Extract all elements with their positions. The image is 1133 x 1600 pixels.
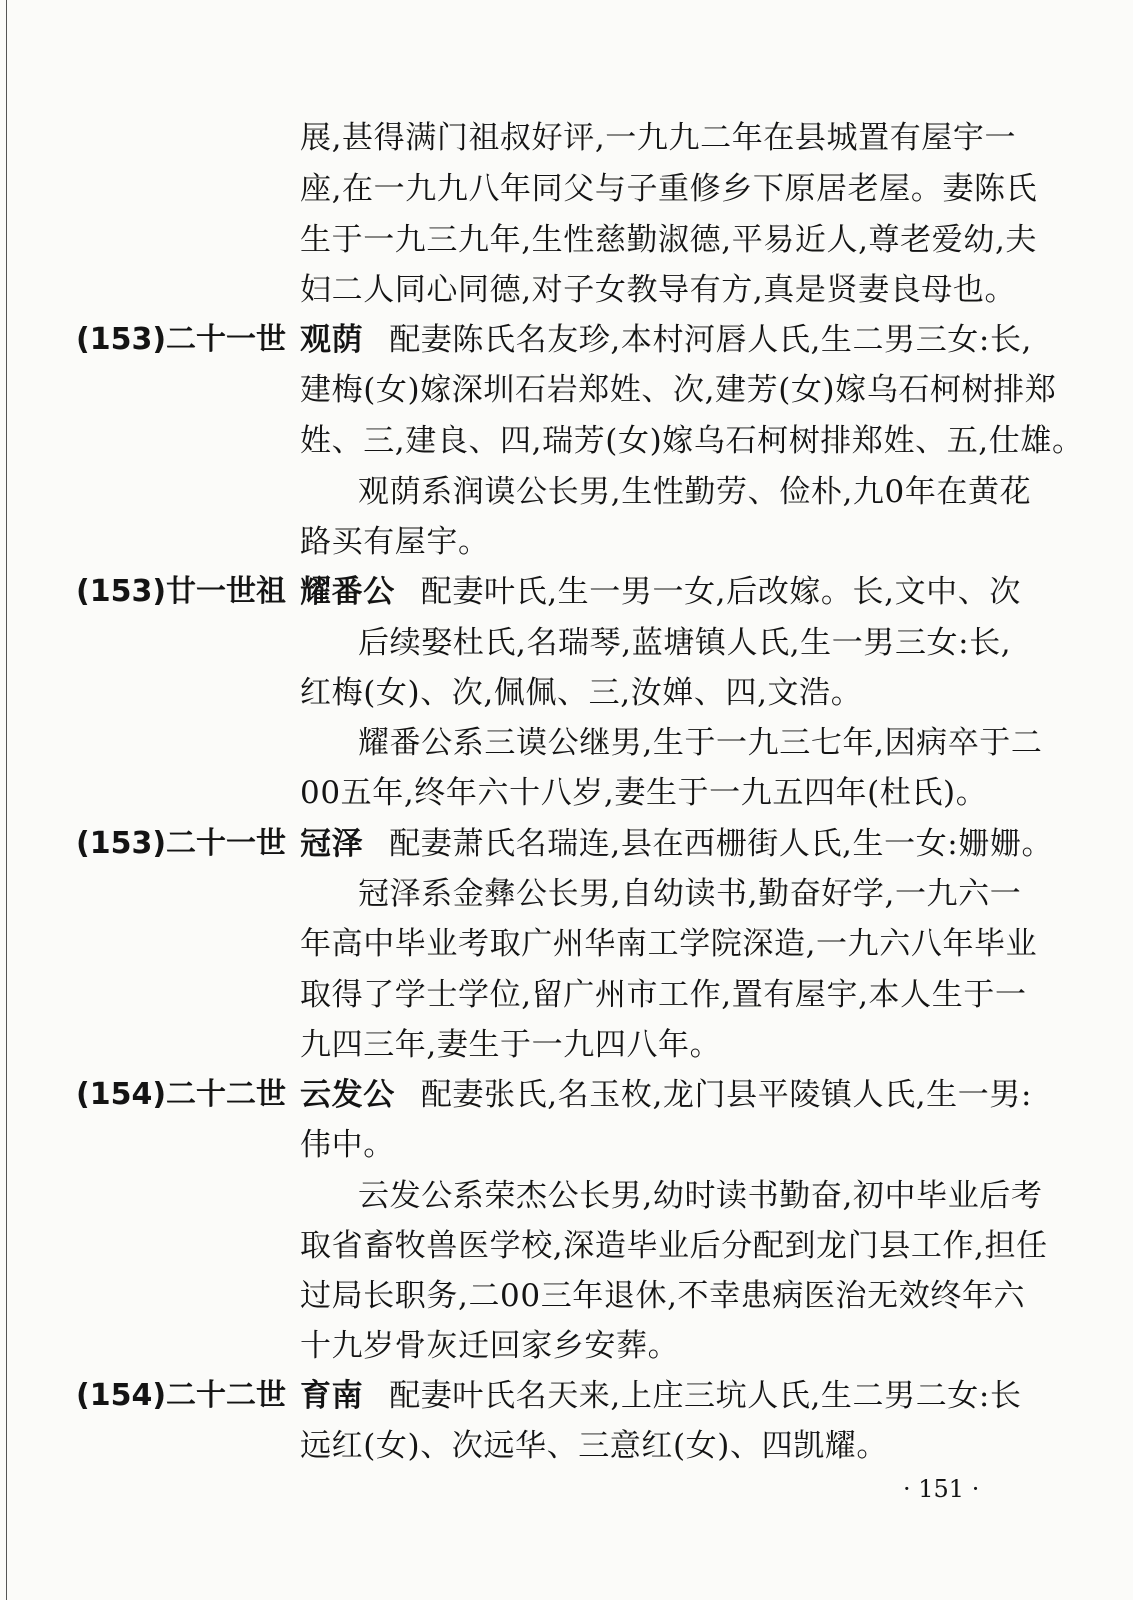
page-number: · 151 · [903,1475,980,1503]
entry-text: 配妻萧氏名瑞连,县在西栅街人氏,生一女:姗姗。 [389,826,1054,862]
entry-first-line [300,572,1040,612]
entry-line: 路买有屋宇。 [300,524,490,560]
entry-line: 建梅(女)嫁深圳石岩郑姓、次,建芳(女)嫁乌石柯树排郑 [300,372,1057,408]
entry-paragraph-line: 云发公系荣杰公长男,幼时读书勤奋,初中毕业后考 [358,1178,1043,1214]
generation-label: (154)二十二世 [76,1378,287,1413]
person-name: 冠泽 [300,826,364,862]
entry-line: 远红(女)、次远华、三意红(女)、四凯耀。 [300,1428,888,1464]
entry-line: 伟中。 [300,1127,395,1163]
entry-line: 十九岁骨灰迁回家乡安葬。 [300,1328,680,1364]
entry-text: 配妻张氏,名玉枚,龙门县平陵镇人氏,生一男: [420,1077,1033,1113]
person-name: 耀番公 [300,574,395,610]
generation-label: (154)二十二世 [76,1077,287,1112]
entry-line: 红梅(女)、次,佩佩、三,汝婵、四,文浩。 [300,675,863,711]
intro-line: 座,在一九九八年同父与子重修乡下原居老屋。妻陈氏 [300,171,1038,207]
entry-first-line [300,1075,1040,1115]
entry-paragraph-line: 后续娶杜氏,名瑞琴,蓝塘镇人氏,生一男三女:长, [358,625,1012,661]
entry-line: 取得了学士学位,留广州市工作,置有屋宇,本人生于一 [300,977,1027,1013]
entry-paragraph-line: 冠泽系金彝公长男,自幼读书,勤奋好学,一九六一 [358,876,1022,912]
entry-text: 配妻叶氏,生一男一女,后改嫁。长,文中、次 [420,574,1021,610]
person-name: 观荫 [300,322,364,358]
intro-line: 展,甚得满门祖叔好评,一九九二年在县城置有屋宇一 [300,120,1017,156]
entry-paragraph-line: 观荫系润谟公长男,生性勤劳、俭朴,九0年在黄花 [358,474,1032,510]
entry-line: 00五年,终年六十八岁,妻生于一九五四年(杜氏)。 [300,775,988,811]
entry-first-line [300,1376,1040,1416]
intro-line: 妇二人同心同德,对子女教导有方,真是贤妻良母也。 [300,272,1017,308]
entry-text: 配妻叶氏名天来,上庄三坑人氏,生二男二女:长 [389,1378,1022,1414]
person-name: 育南 [300,1378,364,1414]
person-name: 云发公 [300,1077,395,1113]
generation-label: (153)廿一世祖 [76,574,287,609]
entry-line: 过局长职务,二00三年退休,不幸患病医治无效终年六 [300,1278,1026,1314]
entry-line: 取省畜牧兽医学校,深造毕业后分配到龙门县工作,担任 [300,1228,1048,1264]
generation-label: (153)二十一世 [76,322,287,357]
entry-line: 年高中毕业考取广州华南工学院深造,一九六八年毕业 [300,926,1038,962]
entry-text: 配妻陈氏名友珍,本村河唇人氏,生二男三女:长, [389,322,1033,358]
entry-first-line [300,824,1054,864]
entry-line: 九四三年,妻生于一九四八年。 [300,1027,722,1063]
intro-line: 生于一九三九年,生性慈勤淑德,平易近人,尊老爱幼,夫 [300,222,1038,258]
entry-line: 姓、三,建良、四,瑞芳(女)嫁乌石柯树排郑姓、五,仕雄。 [300,423,1084,459]
entry-paragraph-line: 耀番公系三谟公继男,生于一九三七年,因病卒于二 [358,725,1043,761]
entry-first-line [300,320,1040,360]
generation-label: (153)二十一世 [76,826,287,861]
